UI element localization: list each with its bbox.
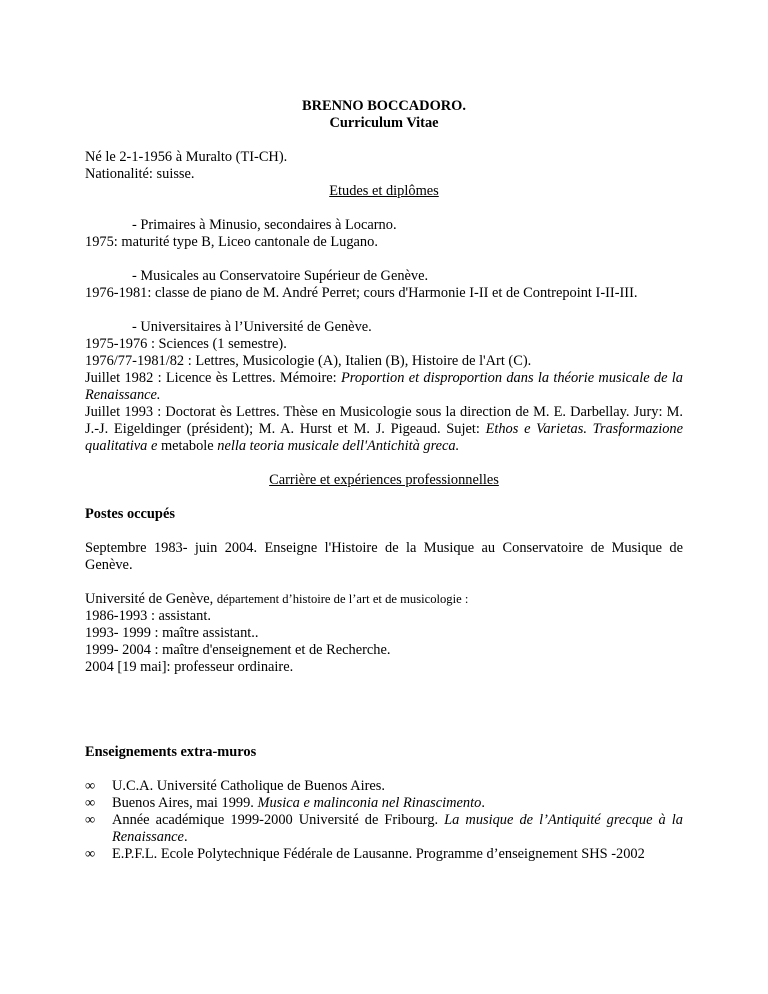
music-intro: - Musicales au Conservatoire Supérieur de Genève. — [132, 268, 429, 284]
licence-line: Juillet 1982 : Licence ès Lettres. Mémoire: Proportion et disproportion dans la théorie musicale de la Renaissance. — [85, 370, 683, 403]
extra-list — [85, 778, 683, 863]
list-item: ∞ E.P.F.L. Ecole Polytechnique Fédérale de Lausanne. Programme d’enseignement SHS -2002 — [85, 846, 645, 862]
primary-intro: - Primaires à Minusio, secondaires à Locarno. — [132, 217, 397, 233]
infinity-bullet-icon: ∞ — [85, 795, 96, 811]
cv-subtitle: Curriculum Vitae — [329, 115, 439, 131]
univ-post-item: 1999- 2004 : maître d'enseignement et de Recherche. — [85, 642, 391, 658]
birth-line: Né le 2-1-1956 à Muralto (TI-CH). — [85, 149, 288, 165]
nationality-line: Nationalité: suisse. — [85, 166, 195, 182]
posts-heading: Postes occupés — [85, 506, 175, 522]
cv-name: BRENNO BOCCADORO. — [302, 98, 466, 114]
list-item: ∞ U.C.A. Université Catholique de Buenos Aires. — [85, 778, 385, 794]
univ-post-item: 1993- 1999 : maître assistant.. — [85, 625, 259, 641]
conservatoire-line: Septembre 1983- juin 2004. Enseigne l'Histoire de la Musique au Conservatoire de Musique de Genève. — [85, 540, 683, 573]
infinity-bullet-icon: ∞ — [85, 846, 96, 862]
document-content — [85, 98, 683, 863]
univ-post-item: 1986-1993 : assistant. — [85, 608, 211, 624]
education-heading: Etudes et diplômes — [329, 183, 439, 199]
univ-line-1: 1975-1976 : Sciences (1 semestre). — [85, 336, 287, 352]
list-item: ∞ Année académique 1999-2000 Université de Fribourg. La musique de l’Antiquité grecque à la Renaissance. — [85, 812, 683, 845]
career-heading: Carrière et expériences professionnelles — [269, 472, 499, 488]
infinity-bullet-icon: ∞ — [85, 778, 96, 794]
univ-post-item: 2004 [19 mai]: professeur ordinaire. — [85, 659, 294, 675]
primary-detail: 1975: maturité type B, Liceo cantonale de Lugano. — [85, 234, 378, 250]
univ-line-2: 1976/77-1981/82 : Lettres, Musicologie (A), Italien (B), Histoire de l'Art (C). — [85, 353, 532, 369]
music-detail: 1976-1981: classe de piano de M. André Perret; cours d'Harmonie I-II et de Contrepoint I-II-III. — [85, 285, 638, 301]
extra-heading: Enseignements extra-muros — [85, 744, 257, 760]
univ-geneve-line: Université de Genève, département d’histoire de l’art et de musicologie : — [85, 591, 469, 607]
list-item: ∞ Buenos Aires, mai 1999. Musica e malinconia nel Rinascimento. — [85, 795, 485, 811]
univ-intro: - Universitaires à l’Université de Genève. — [132, 319, 372, 335]
infinity-bullet-icon: ∞ — [85, 812, 96, 828]
doctorat-line: Juillet 1993 : Doctorat ès Lettres. Thèse en Musicologie sous la direction de M. E. Darbellay. Jury: M. J.-J. Eigeldinger (président); M. A. Hurst et M. J. Pigeaud. Sujet: Ethos e Varietas. Trasformazione qualitativa e metabole nella teoria musicale dell'Antichità greca. — [85, 404, 684, 454]
